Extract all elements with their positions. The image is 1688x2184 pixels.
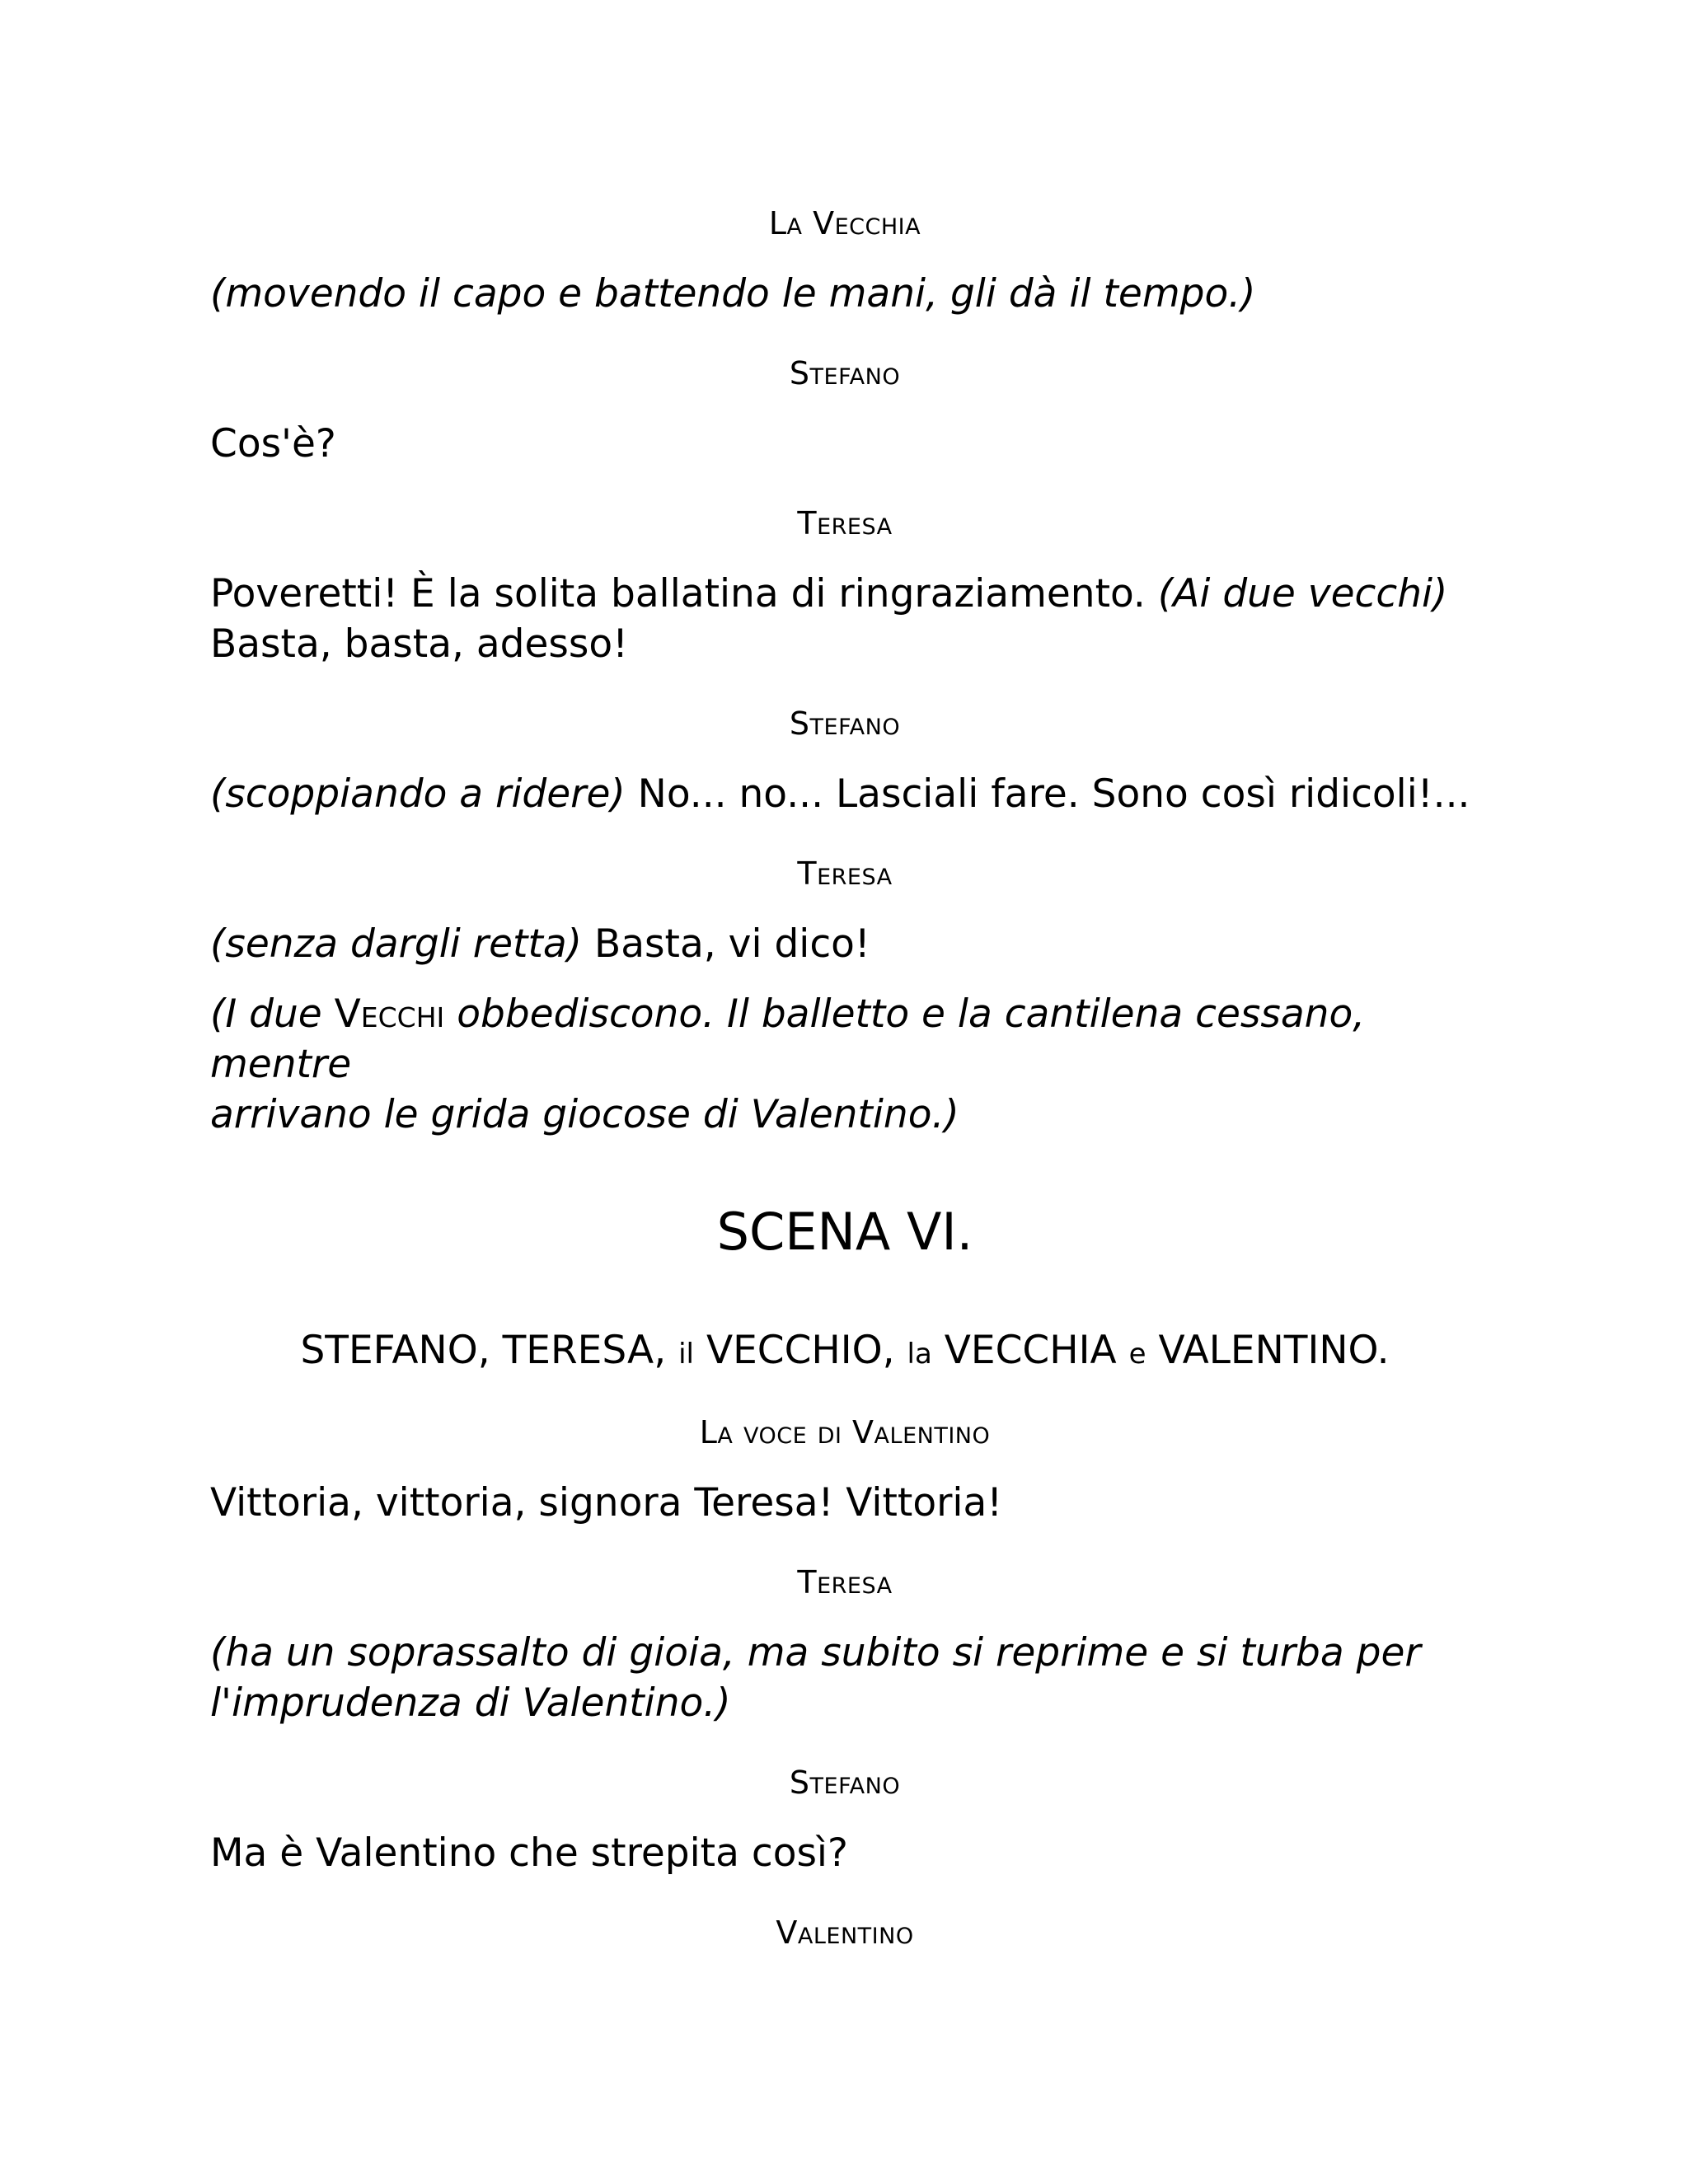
speaker-teresa: Teresa <box>797 505 893 541</box>
character-list-text: VECCHIA <box>944 1328 1117 1373</box>
speaker-stefano: Stefano <box>789 355 901 391</box>
stage-text: (ha un soprassalto di gioia, ma subito si reprime e si turba per <box>210 1630 1421 1675</box>
character-list-text: VECCHIO, <box>706 1328 895 1373</box>
character-list-text: la <box>907 1338 932 1371</box>
dialogue-text: Basta, vi dico! <box>593 921 870 967</box>
dialogue-text: Basta, basta, adesso! <box>210 621 628 667</box>
speaker-teresa: Teresa <box>797 855 893 892</box>
stage-direction: (movendo il capo e battendo le mani, gli dà il tempo.) <box>210 271 1256 316</box>
dialogue-line <box>210 919 1479 969</box>
speaker-stefano: Stefano <box>789 705 901 742</box>
stage-character: Vecchi <box>334 991 445 1037</box>
dialogue-text: Poveretti! È la solita ballatina di ringraziamento. <box>210 571 1146 616</box>
dialogue-line: Cos'è? <box>210 421 336 466</box>
inline-stage-direction: (Ai due vecchi) <box>1157 571 1448 616</box>
stage-direction <box>210 989 1479 1140</box>
character-list-text: STEFANO, TERESA, <box>300 1328 667 1373</box>
stage-direction <box>210 1628 1479 1728</box>
dialogue-line: Vittoria, vittoria, signora Teresa! Vittoria! <box>210 1480 1003 1526</box>
character-list-text: e <box>1128 1338 1146 1371</box>
inline-stage-direction: (senza dargli retta) <box>210 921 583 967</box>
dialogue-line <box>210 569 1479 669</box>
scene-title: SCENA VI. <box>716 1202 973 1262</box>
character-list-text: VALENTINO. <box>1158 1328 1390 1373</box>
scene-characters <box>210 1327 1479 1378</box>
speaker-teresa: Teresa <box>797 1564 893 1601</box>
stage-text: obbediscono. Il balletto e la cantilena cessano, mentre <box>210 991 1366 1087</box>
dialogue-line <box>210 769 1479 819</box>
script-page <box>210 0 1479 2184</box>
character-list-text: il <box>678 1338 694 1371</box>
speaker-valentino: Valentino <box>776 1915 914 1951</box>
speaker-stefano: Stefano <box>789 1765 901 1801</box>
stage-text: arrivano le grida giocose di Valentino.) <box>210 1092 959 1137</box>
dialogue-line: Ma è Valentino che strepita così? <box>210 1830 848 1876</box>
speaker-la-vecchia: La Vecchia <box>768 205 921 241</box>
stage-text: (I due <box>210 991 322 1037</box>
stage-text: l'imprudenza di Valentino.) <box>210 1680 731 1726</box>
speaker-voce-di-valentino: La voce di Valentino <box>699 1414 991 1451</box>
dialogue-text: No... no... Lasciali fare. Sono così ridicoli!... <box>637 771 1470 817</box>
inline-stage-direction: (scoppiando a ridere) <box>210 771 626 817</box>
